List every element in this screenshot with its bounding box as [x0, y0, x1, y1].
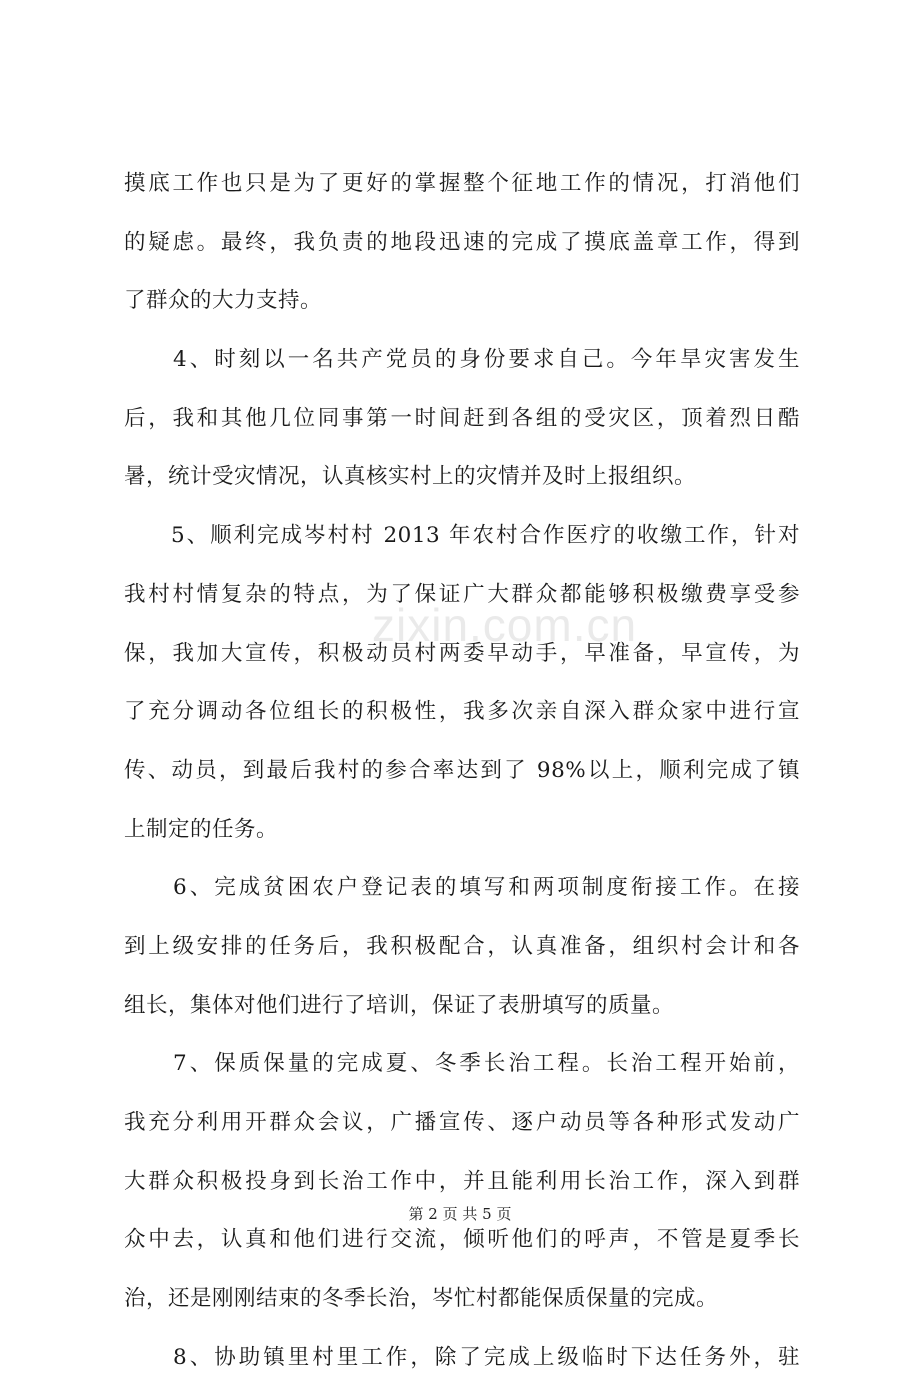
page-footer: 第 2 页 共 5 页: [408, 1205, 512, 1223]
text-line: 了充分调动各位组长的积极性，我多次亲自深入群众家中进行宣: [124, 699, 800, 725]
text-line: 我村村情复杂的特点，为了保证广大群众都能够积极缴费享受参: [124, 581, 800, 607]
text-line: 6、完成贫困农户登记表的填写和两项制度衔接工作。在接: [124, 875, 800, 901]
text-line: 5、顺利完成岑村村 2013 年农村合作医疗的收缴工作，针对: [124, 523, 800, 549]
text-line: 7、保质保量的完成夏、冬季长治工程。长治工程开始前，: [124, 1051, 800, 1077]
text-line: 众中去，认真和他们进行交流，倾听他们的呼声，不管是夏季长: [124, 1227, 800, 1253]
text-line: 了群众的大力支持。: [124, 288, 323, 314]
text-line: 传、动员，到最后我村的参合率达到了 98%以上，顺利完成了镇: [124, 757, 800, 783]
text-line: 的疑虑。最终，我负责的地段迅速的完成了摸底盖章工作，得到: [124, 229, 800, 255]
text-line: 治，还是刚刚结束的冬季长治，岑忙村都能保质保量的完成。: [124, 1286, 719, 1312]
text-line: 上制定的任务。: [124, 816, 279, 842]
text-line: 到上级安排的任务后，我积极配合，认真准备，组织村会计和各: [124, 933, 800, 959]
text-line: 保，我加大宣传，积极动员村两委早动手，早准备，早宣传，为: [124, 640, 800, 666]
text-line: 暑，统计受灾情况，认真核实村上的灾情并及时上报组织。: [124, 464, 697, 490]
text-line: 我充分利用开群众会议，广播宣传、逐户动员等各种形式发动广: [124, 1110, 800, 1135]
text-line: 大群众积极投身到长治工作中，并且能利用长治工作，深入到群: [124, 1168, 800, 1194]
text-line: 后，我和其他几位同事第一时间赶到各组的受灾区，顶着烈日酷: [124, 405, 800, 431]
text-line: 组长，集体对他们进行了培训，保证了表册填写的质量。: [124, 992, 675, 1018]
text-line: 摸底工作也只是为了更好的掌握整个征地工作的情况，打消他们: [124, 171, 800, 196]
text-line: 4、时刻以一名共产党员的身份要求自己。今年旱灾害发生: [124, 347, 800, 373]
watermark: zixin.com.cn: [372, 599, 638, 651]
text-line: 8、协助镇里村里工作，除了完成上级临时下达任务外，驻: [124, 1344, 800, 1370]
